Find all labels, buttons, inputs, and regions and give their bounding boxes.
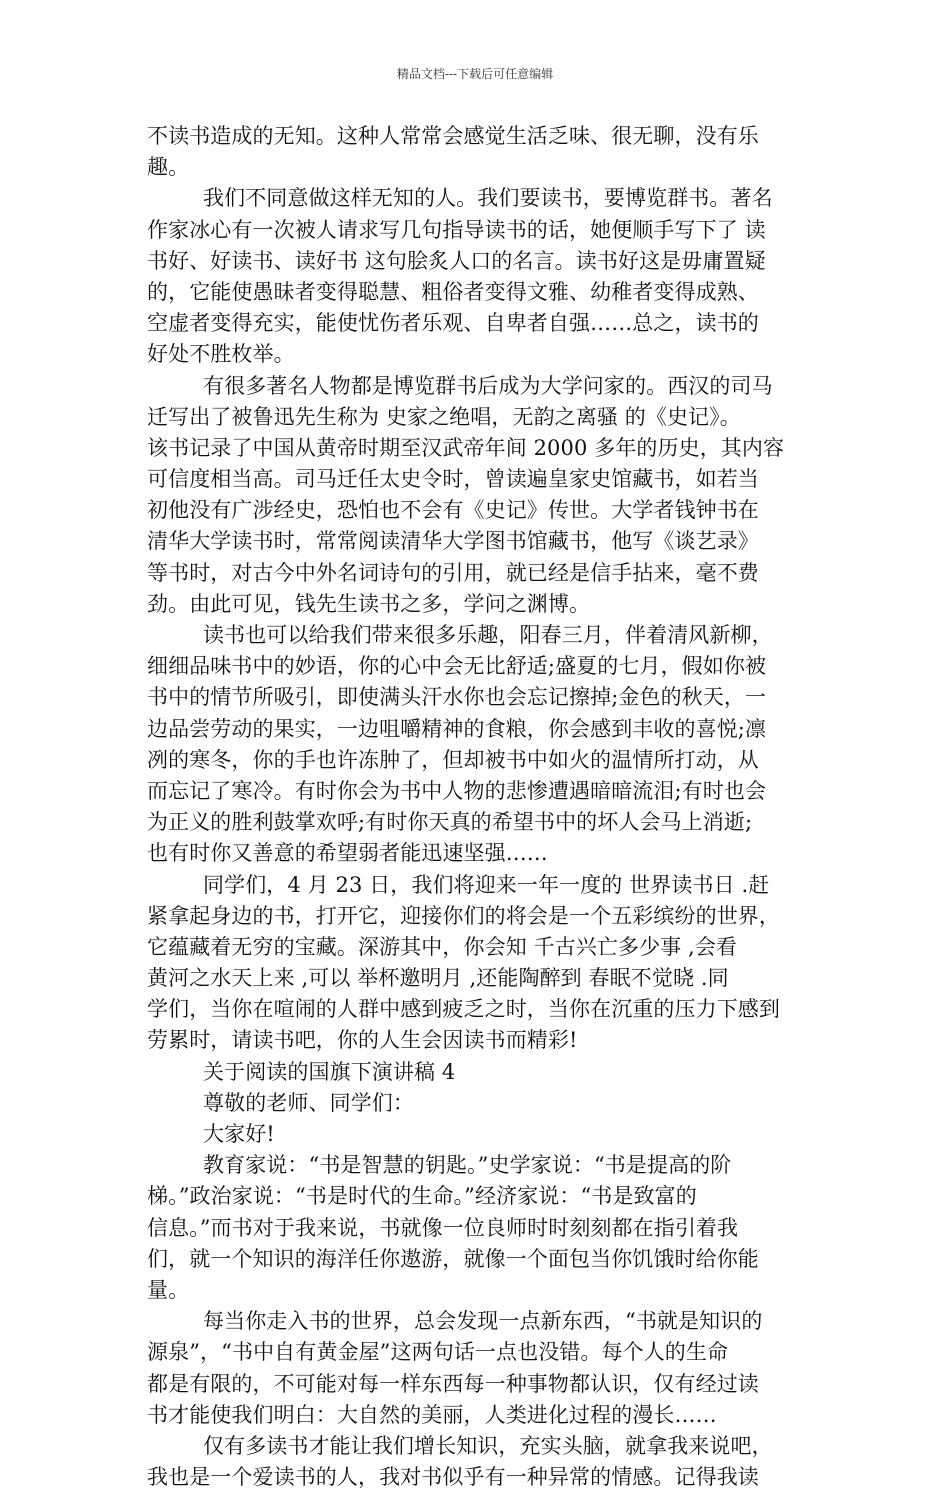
text-line: 作家冰心有一次被人请求写几句指导读书的话，她便顺手写下了 读 [147,217,766,242]
text-line: 仅有多读书才能让我们增长知识，充实头脑，就拿我来说吧， [203,1433,773,1458]
text-line: 大家好! [203,1122,275,1146]
text-line: 关于阅读的国旗下演讲稿 4 [203,1059,456,1084]
text-line: 冽的寒冬，你的手也许冻肿了，但却被书中如火的温情所打动，从 [147,747,759,772]
text-line: 学们，当你在喧闹的人群中感到疲乏之时，当你在沉重的压力下感到 [147,997,780,1022]
text-line: 而忘记了寒冷。有时你会为书中人物的悲惨遭遇暗暗流泪;有时也会 [147,778,767,803]
text-line: 为正义的胜利鼓掌欢呼;有时你天真的希望书中的坏人会马上消逝; [147,810,753,835]
text-line: 它蕴藏着无穷的宝藏。深游其中，你会知 千古兴亡多少事 ,会看 [147,934,738,959]
text-line: 不读书造成的无知。这种人常常会感觉生活乏味、很无聊，没有乐 [147,124,759,148]
text-line: 的，它能使愚昧者变得聪慧、粗俗者变得文雅、幼稚者变得成熟、 [147,279,759,304]
text-line: 迁写出了被鲁迅先生称为 史家之绝唱，无韵之离骚 的《史记》。 [147,404,741,429]
text-line: 紧拿起身边的书，打开它，迎接你们的将会是一个五彩缤纷的世界， [147,903,780,928]
page-header: 精品文档---下载后可任意编辑 [396,67,554,81]
text-line: 劳累时，请读书吧，你的人生会因读书而精彩! [147,1028,578,1053]
text-line: 该书记录了中国从黄帝时期至汉武帝年间 2000 多年的历史，其内容 [147,435,785,460]
text-line: 好处不胜枚举。 [147,342,295,367]
text-line: 也有时你又善意的希望弱者能迅速坚强…… [147,841,548,866]
text-line: 书才能使我们明白：大自然的美丽，人类进化过程的漫长…… [147,1402,717,1427]
text-line: 教育家说：“书是智慧的钥匙。”史学家说：“书是提高的阶 [203,1153,732,1178]
text-line: 们，就一个知识的海洋任你遨游，就像一个面包当你饥饿时给你能 [147,1246,759,1271]
text-line: 空虚者变得充实，能使忧伤者乐观、自卑者自强……总之，读书的 [147,311,759,336]
text-line: 信息。”而书对于我来说，书就像一位良师时时刻刻都在指引着我 [147,1215,739,1240]
text-line: 量。 [147,1277,190,1302]
document-body [147,121,807,1493]
text-line: 初他没有广涉经史，恐怕也不会有《史记》传世。大学者钱钟书在 [147,498,759,523]
text-line: 梯。”政治家说：“书是时代的生命。”经济家说：“书是致富的 [147,1184,697,1209]
text-line: 同学们，4 月 23 日，我们将迎来一年一度的 世界读书日 .赶 [203,872,770,897]
text-line: 我们不同意做这样无知的人。我们要读书，要博览群书。著名 [203,186,773,211]
text-line: 趣。 [147,155,190,180]
text-line: 读书也可以给我们带来很多乐趣，阳春三月，伴着清风新柳， [203,623,773,647]
text-line: 每当你走入书的世界，总会发现一点新东西，“书就是知识的 [203,1309,763,1334]
text-line: 劲。由此可见，钱先生读书之多，学问之渊博。 [147,591,591,616]
text-line: 尊敬的老师、同学们： [203,1090,414,1115]
text-line: 都是有限的，不可能对每一样东西每一种事物都认识，仅有经过读 [147,1371,759,1396]
text-line: 书中的情节所吸引，即使满头汗水你也会忘记擦掉;金色的秋天，一 [147,685,767,710]
text-line: 边品尝劳动的果实，一边咀嚼精神的食粮，你会感到丰收的喜悦;凛 [147,716,767,741]
text-line: 黄河之水天上来 ,可以 举杯邀明月 ,还能陶醉到 春眠不觉晓 .同 [147,966,729,991]
text-line: 细细品味书中的妙语，你的心中会无比舒适;盛夏的七月，假如你被 [147,654,767,679]
text-line: 等书时，对古今中外名词诗句的引用，就已经是信手拈来，毫不费 [147,560,759,585]
text-line: 源泉”，“书中自有黄金屋”这两句话一点也没错。每个人的生命 [147,1340,729,1365]
text-line: 清华大学读书时，常常阅读清华大学图书馆藏书，他写《谈艺录》 [147,529,759,554]
text-line: 书好、好读书、读好书 这句脍炙人口的名言。读书好这是毋庸置疑 [147,248,766,273]
text-line: 可信度相当高。司马迁任太史令时，曾读遍皇家史馆藏书，如若当 [147,467,759,492]
text-line: 有很多著名人物都是博览群书后成为大学问家的。西汉的司马 [203,373,773,398]
text-line: 我也是一个爱读书的人，我对书似乎有一种异常的情感。记得我读 [147,1465,759,1490]
